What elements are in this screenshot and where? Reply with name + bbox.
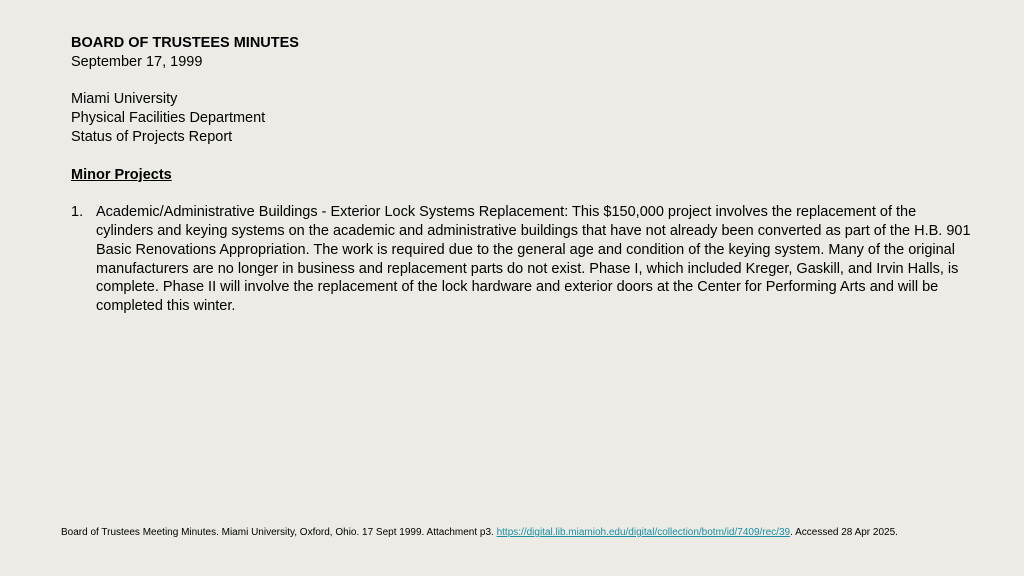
- document-title: BOARD OF TRUSTEES MINUTES: [71, 35, 299, 51]
- report-name: Status of Projects Report: [71, 128, 233, 145]
- list-item: [71, 203, 971, 316]
- citation-link[interactable]: https://digital.lib.miamioh.edu/digital/collection/botm/id/7409/rec/39: [496, 527, 791, 538]
- document-body: [71, 34, 971, 316]
- footer-citation: [61, 526, 981, 540]
- university-name: Miami University: [71, 91, 178, 108]
- list-item-text: Academic/Administrative Buildings - Exterior Lock Systems Replacement: This $150,000 project involves the replacement of the cylinders and keying systems on the academic and administrative buildings that have not already been converted as part of the H.B. 901 Basic Renovations Appropriation. The work is required due to the general age and condition of the keying system. Many of the original manufacturers are no longer in business and replacement parts do not exist. Phase I, which included Kreger, Gaskill, and Irvin Halls, is complete. Phase II will involve the replacement of the lock hardware and exterior doors at the Center for Performing Arts and will be completed this winter.: [96, 204, 971, 315]
- list-item-number: 1.: [71, 204, 84, 221]
- citation-prefix: Board of Trustees Meeting Minutes. Miami University, Oxford, Ohio. 17 Sept 1999. Attachment p3.: [61, 527, 497, 538]
- document-date: September 17, 1999: [71, 53, 203, 70]
- spacer: [71, 147, 971, 166]
- section-heading: Minor Projects: [71, 166, 172, 183]
- spacer: [71, 184, 971, 203]
- department-name: Physical Facilities Department: [71, 110, 266, 127]
- spacer: [71, 72, 971, 91]
- citation-suffix: . Accessed 28 Apr 2025.: [790, 527, 898, 538]
